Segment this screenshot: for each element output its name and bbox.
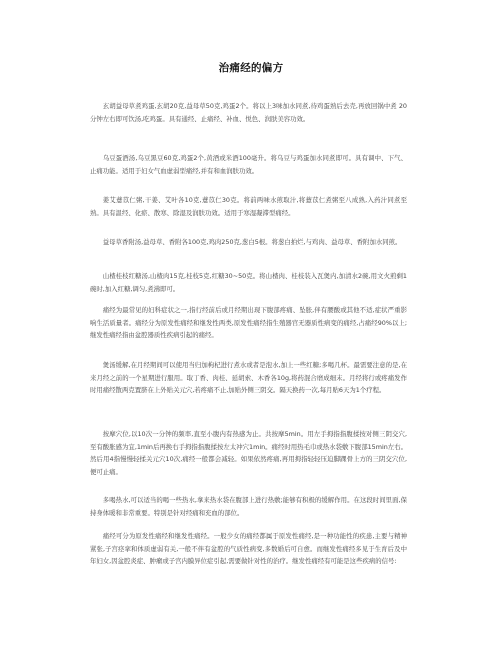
paragraph-recipe-yanhu-egg: 玄胡益母草煮鸡蛋,玄胡20克,益母草50克,鸡蛋2个。将以上3味加水同煮,待鸡蛋熟后去壳,再放回锅中煮 20 分钟左右即可饮汤,吃鸡蛋。具有通经、止痛经、补血、悦色、润肤美容功效。	[90, 102, 407, 123]
paragraph-dysmenorrhea-types: 痛经可分为原发性痛经和继发性痛经。一般少女的痛经都属于原发性痛经,是一种功能性的疾患,主要与精神紧张,子宫痉挛和体质虚弱有关,一般不伴有盆腔的气质性病变,多数婚后可自愈。而继发性痛经多见于生育后及中年妇女,因盆腔炎症、肿瘤或子宫内膜异位症引起,需要做针对性的治疗。继发性痛经有可能是这些疾病的信号:	[90, 532, 407, 566]
paragraph-recipe-motherwort-cyperus: 益母草香附汤,益母草、香附各100克,鸡肉250克,葱白5根。将葱白拍烂,与鸡肉、益母草、香附加水同煎。	[102, 238, 402, 246]
paragraph-recipe-ginger-mugwort-congee: 姜艾薏苡仁粥,干姜、艾叶各10克,薏苡仁30克。将前两味水煎取汁,将薏苡仁煮粥至八成熟,入药汁同煮至熟。具有温经、化瘀、散寒、除湿及润肤功效。适用于寒湿凝滞型痛经。	[90, 196, 407, 217]
paragraph-recipe-hawthorn-cinnamon: 山楂桂枝红糖汤,山楂肉15克,桂枝5克,红糖30~50克。将山楂肉、桂枝装入瓦煲内,加清水2碗,用文火煎剩1碗时,加入红糖,调匀,煮沸即可。	[90, 272, 407, 293]
paragraph-dysmenorrhea-definition: 痛经为最常见的妇科症状之一,指行经前后或月经期出现下腹部疼痛、坠胀,伴有腰酸或其他不适,症状严重影响生活质量者。痛经分为原发性痛经和继发性两类,原发性痛经指生殖器官无器质性病变的痛经,占痛经90%以上;继发性痛经指由盆腔器质性疾病引起的痛经。	[90, 306, 407, 340]
paragraph-soup-and-herbal-patch: 煲汤缓解,在月经期间可以使用当归加枸杞进行煮水或者是泡水,加上一些红糖;多喝几杯。最需要注意的是,在来月经之前的一个星期进行服用。取丁香、肉桂、延胡索、木香各10g,将药混合磨成细末。月经将行或疼痛发作时用痛经散两克置脐在上外贴关元穴,若疼痛不止,加贴外侧三阴交。隔天换药一次,每月贴6天为1个疗程。	[90, 361, 407, 395]
paragraph-recipe-black-bean-egg-wine: 乌豆蛋酒汤,乌豆黑豆60克,鸡蛋2个,黄酒或米酒100毫升。将乌豆与鸡蛋加水同煮即可。具有调中、下气、止痛功能。适用于妇女气血虚弱型痛经,并有和血润肤功效。	[90, 154, 407, 175]
paragraph-acupoint-massage: 按摩穴位,以10次一分钟的频率,直至小腹内有热感为止。共按摩5min。用左手拇指指腹揉按对侧三阴交穴,至有酸胀感为宜,1min后再换右手拇指指腹揉按左太冲穴1min。痛经时用热毛巾或热水袋敷下腹部15min左右。然后用4指慢慢轻揉关元穴10次,痛经一般都会减轻。如果依然疼痛,再用拇指轻轻压迫脚踝骨上方的三阴交穴位,便可止痛。	[90, 430, 407, 476]
paragraph-hot-water: 多喝热水,可以适当的喝一些热水,拿来热水袋在腹部上进行热敷;能够有积极的缓解作用。在这段时间里面,保持身体暖和非常重要。特别是针对经痛和充血的部位。	[90, 496, 407, 517]
document-title: 治痛经的偏方	[218, 62, 284, 74]
